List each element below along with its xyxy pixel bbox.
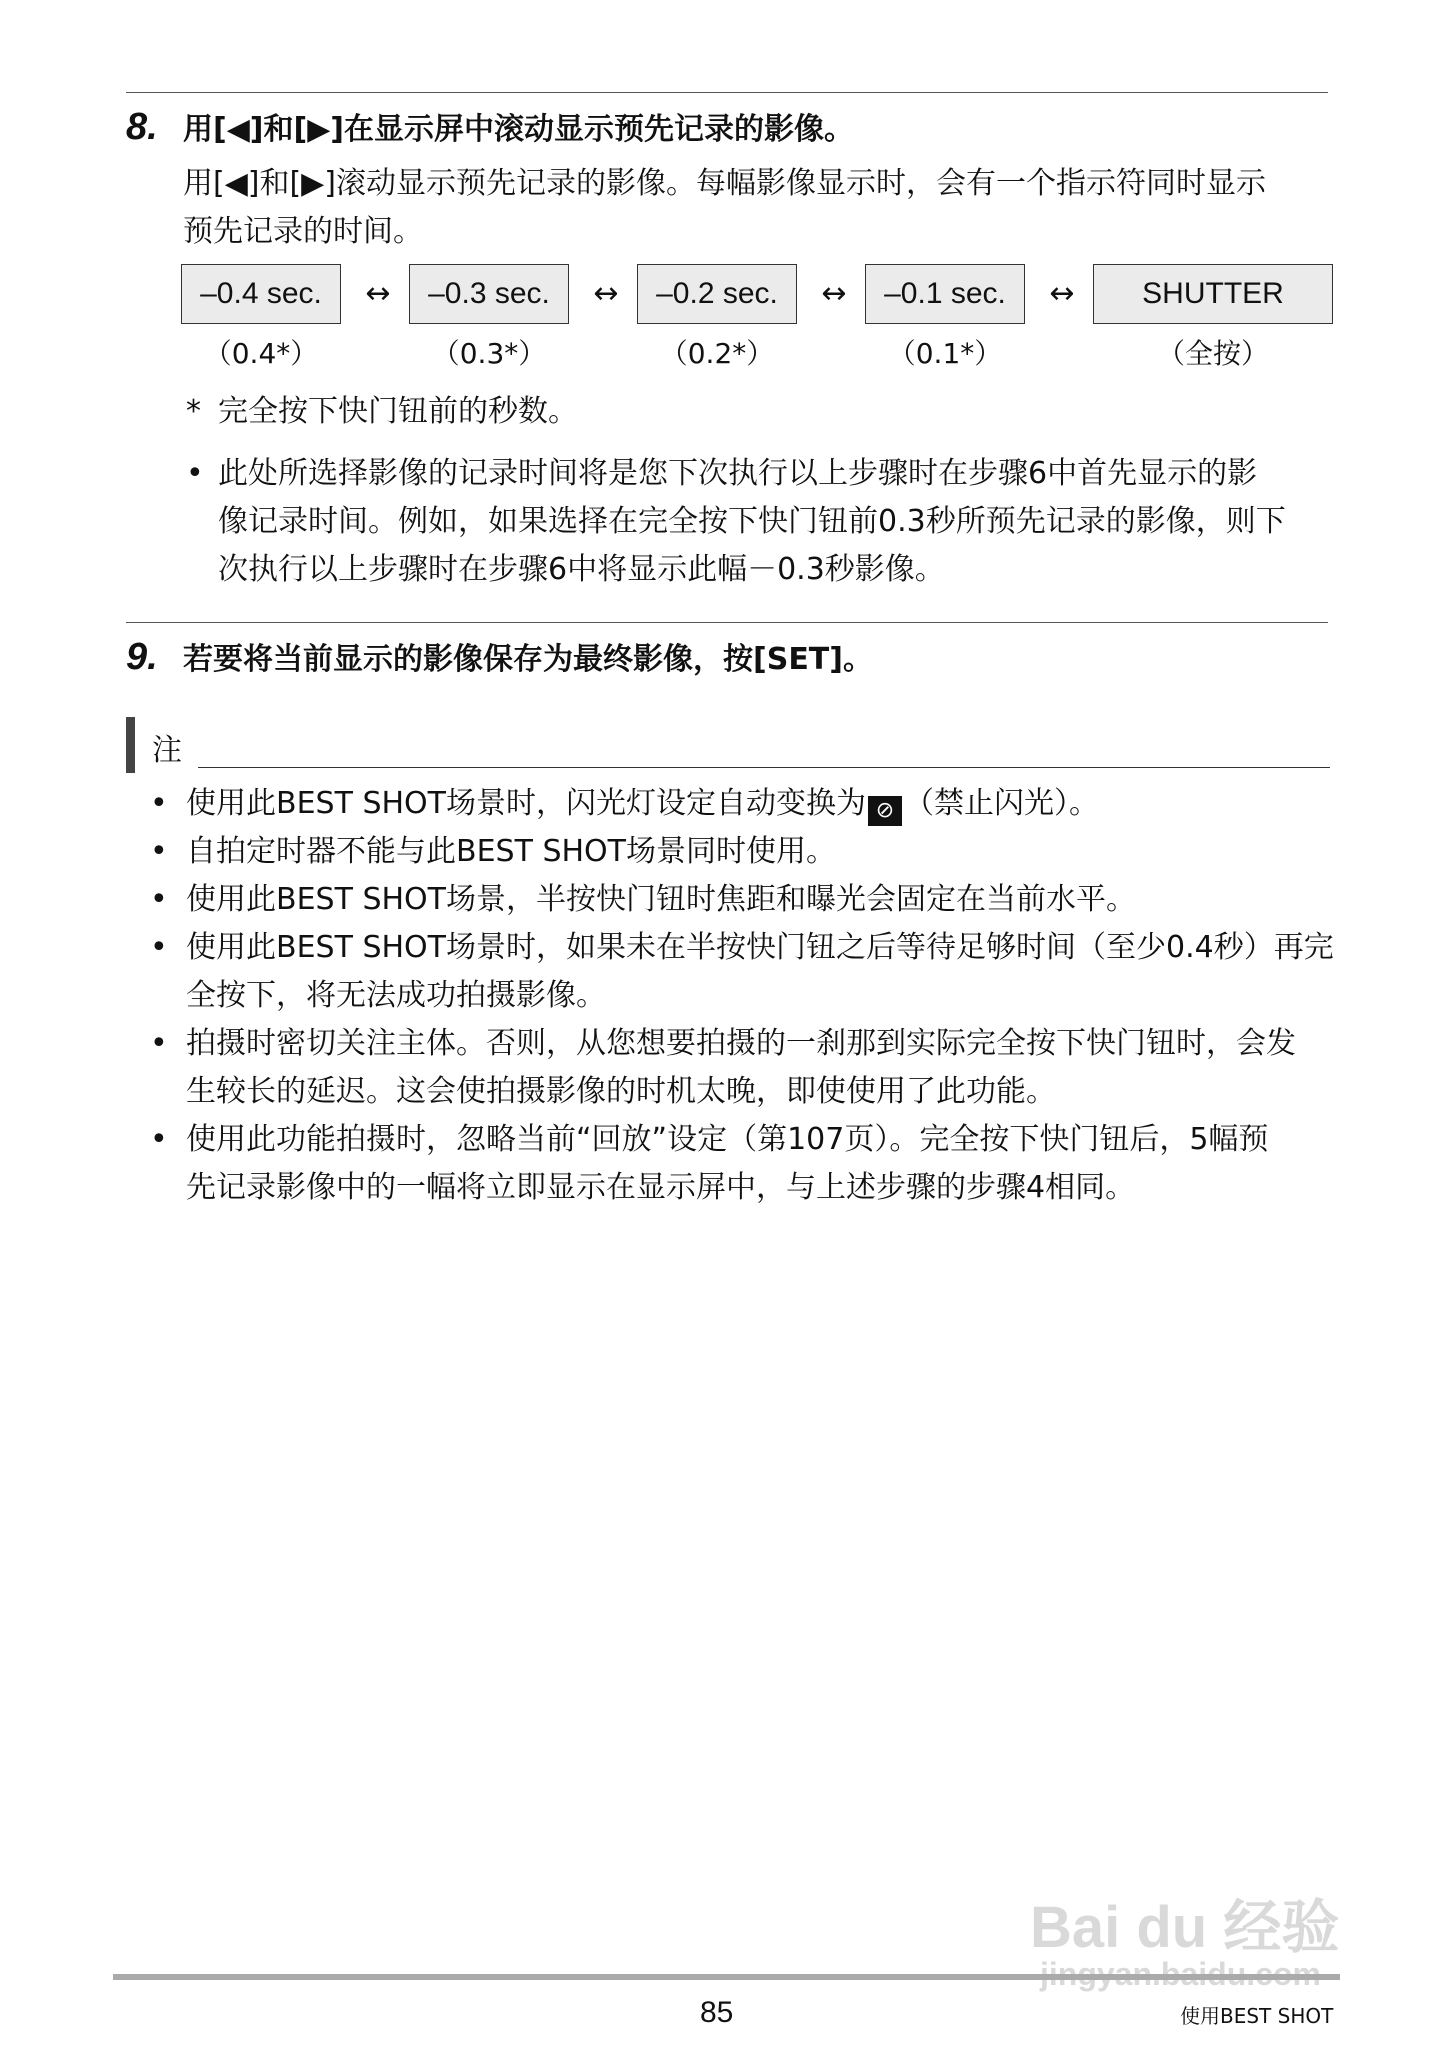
step-8-desc-line2: 预先记录的时间。 [183, 214, 423, 249]
double-arrow-icon: ↔ [1049, 276, 1075, 311]
double-arrow-icon: ↔ [593, 276, 619, 311]
seq-box-minus-0-4: –0.4 sec. [181, 264, 341, 324]
note-item-2-text: 自拍定时器不能与此BEST SHOT场景同时使用。 [186, 834, 836, 869]
seq-sub-0-3: （0.3*） [431, 337, 547, 370]
note-item-5-line1: 拍摄时密切关注主体。否则，从您想要拍摄的一刹那到实际完全按下快门钮时，会发 [186, 1026, 1296, 1061]
note-item-2 [150, 828, 1340, 876]
note-item-1-before: 使用此BEST SHOT场景时，闪光灯设定自动变换为 [186, 786, 866, 821]
step-8-heading [126, 104, 1336, 149]
bullet-mark: • [150, 930, 168, 965]
double-arrow-icon: ↔ [821, 276, 847, 311]
bullet-mark: • [150, 882, 168, 917]
bullet-mark: • [150, 1122, 168, 1157]
note-underline [198, 767, 1330, 768]
note-heading [126, 717, 1330, 773]
step-8-bullet-line3: 次执行以上步骤时在步骤6中将显示此幅－0.3秒影像。 [218, 552, 945, 587]
note-item-3-text: 使用此BEST SHOT场景，半按快门钮时焦距和曝光会固定在当前水平。 [186, 882, 1136, 917]
note-item-5 [150, 1020, 1340, 1116]
note-item-6-line2: 先记录影像中的一幅将立即显示在显示屏中，与上述步骤的步骤4相同。 [186, 1170, 1136, 1205]
top-divider [126, 92, 1328, 93]
footer-bar [113, 1974, 1340, 1980]
seq-sub-0-2: （0.2*） [659, 337, 775, 370]
step-8-bullet [186, 450, 1336, 594]
seq-box-shutter: SHUTTER [1093, 264, 1333, 324]
seq-sub-shutter: （全按） [1156, 337, 1269, 370]
section-label: 使用BEST SHOT [1180, 2004, 1334, 2028]
note-item-5-line2: 生较长的延迟。这会使拍摄影像的时机太晚，即使使用了此功能。 [186, 1074, 1056, 1109]
bullet-mark: • [150, 1026, 168, 1061]
note-item-6 [150, 1116, 1340, 1212]
note-item-4-line1: 使用此BEST SHOT场景时，如果未在半按快门钮之后等待足够时间（至少0.4秒）再完 [186, 930, 1334, 965]
note-item-1-after: （禁止闪光）。 [903, 786, 1099, 821]
mid-divider [126, 622, 1328, 623]
note-item-6-line1: 使用此功能拍摄时，忽略当前“回放”设定（第107页）。完全按下快门钮后，5幅预 [186, 1122, 1269, 1157]
note-item-4 [150, 924, 1340, 1020]
footnote-text: 完全按下快门钮前的秒数。 [218, 394, 578, 429]
step-8-desc-line1: 用[◀]和[▶]滚动显示预先记录的影像。每幅影像显示时，会有一个指示符同时显示 [183, 166, 1266, 201]
seq-box-minus-0-1: –0.1 sec. [865, 264, 1025, 324]
bullet-mark: • [150, 786, 168, 821]
step-8-bullet-line2: 像记录时间。例如，如果选择在完全按下快门钮前0.3秒所预先记录的影像，则下 [218, 504, 1286, 539]
seq-box-minus-0-2: –0.2 sec. [637, 264, 797, 324]
note-item-3 [150, 876, 1340, 924]
seq-sub-0-1: （0.1*） [887, 337, 1003, 370]
step-9-heading [126, 634, 1336, 679]
flash-off-icon: ⊘ [868, 796, 902, 826]
note-item-4-line2: 全按下，将无法成功拍摄影像。 [186, 978, 606, 1013]
double-arrow-icon: ↔ [365, 276, 391, 311]
footnote-mark: * [186, 394, 201, 429]
bullet-mark: • [186, 456, 204, 491]
page-number: 85 [700, 1996, 734, 2029]
step-8-description [183, 160, 1333, 256]
bullet-mark: • [150, 834, 168, 869]
seq-sub-0-4: （0.4*） [203, 337, 319, 370]
step-8-number: 8. [126, 106, 158, 148]
seq-box-minus-0-3: –0.3 sec. [409, 264, 569, 324]
step-9-title: 若要将当前显示的影像保存为最终影像，按[SET]。 [183, 642, 873, 677]
note-item-1 [150, 780, 1340, 828]
watermark-logo: Bai du 经验 [1030, 1895, 1340, 1960]
step-8-bullet-line1: 此处所选择影像的记录时间将是您下次执行以上步骤时在步骤6中首先显示的影 [218, 456, 1258, 491]
note-bar [126, 717, 135, 773]
pre-record-sequence [181, 264, 1331, 374]
step-9-number: 9. [126, 636, 158, 678]
note-label: 注 [152, 733, 182, 768]
footnote [186, 388, 1336, 436]
step-8-title: 用[◀]和[▶]在显示屏中滚动显示预先记录的影像。 [183, 112, 854, 147]
